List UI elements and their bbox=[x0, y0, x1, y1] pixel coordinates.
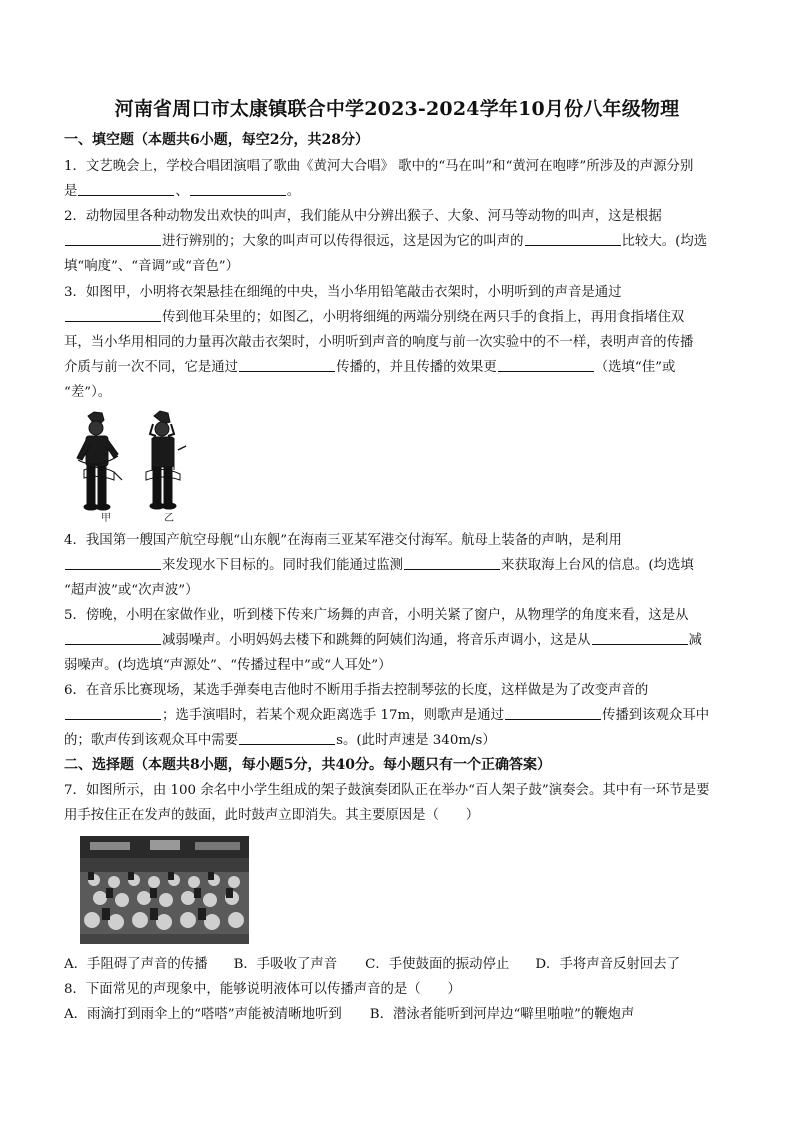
answer-blank[interactable] bbox=[78, 181, 174, 196]
option-a[interactable]: A．手阻碍了声音的传播 bbox=[64, 957, 208, 972]
answer-blank[interactable] bbox=[65, 307, 161, 322]
question-8-line-1: 8．下面常见的声现象中，能够说明液体可以传播声音的是（ ） bbox=[64, 982, 461, 997]
option-d[interactable]: D．手将声音反射回去了 bbox=[535, 957, 680, 972]
question-7-line-1: 7．如图所示，由 100 余名中小学生组成的架子鼓演奏团队正在举办“百人架子鼓”演奏会。其中有一环节是要 bbox=[64, 783, 710, 798]
question-2-line-2: 进行辨别的；大象的叫声可以传得很远，这是因为它的叫声的 比较大。(均选 bbox=[64, 229, 734, 254]
question-5-line-1: 5．傍晚，小明在家做作业，听到楼下传来广场舞的声音，小明关紧了窗户，从物理学的角度来看，这是从 bbox=[64, 608, 689, 623]
question-7-options bbox=[64, 952, 734, 977]
answer-blank[interactable] bbox=[505, 705, 601, 720]
option-c[interactable]: C．手使鼓面的振动停止 bbox=[365, 957, 510, 972]
question-2-line-1: 2．动物园里各种动物发出欢快的叫声，我们能从中分辨出猴子、大象、河马等动物的叫声，这是根据 bbox=[64, 209, 662, 224]
figure-yi-person bbox=[146, 411, 186, 509]
figure-label-jia: 甲 bbox=[101, 513, 111, 524]
question-6-line-3: 的；歌声传到该观众耳中需要 s。(此时声速是 340m/s） bbox=[64, 728, 734, 753]
answer-blank[interactable] bbox=[65, 630, 161, 645]
figure-label-yi: 乙 bbox=[164, 513, 174, 524]
figure-jia-person bbox=[77, 412, 122, 510]
answer-blank[interactable] bbox=[65, 555, 161, 570]
question-8-options bbox=[64, 1002, 734, 1027]
answer-blank[interactable] bbox=[239, 357, 335, 372]
hanger-experiment-illustration bbox=[74, 410, 204, 528]
answer-blank[interactable] bbox=[498, 357, 594, 372]
answer-blank[interactable] bbox=[239, 730, 335, 745]
question-1-line-2: 是 、 。 bbox=[64, 179, 734, 204]
question-6-line-2: ；选手演唱时，若某个观众距离选手 17m，则歌声是通过 传播到该观众耳中 bbox=[64, 703, 734, 728]
option-b[interactable]: B．手吸收了声音 bbox=[233, 957, 338, 972]
answer-blank[interactable] bbox=[404, 555, 500, 570]
section-heading-choice: 二、选择题（本题共8小题，每小题5分，共40分。每小题只有一个正确答案） bbox=[64, 757, 551, 773]
answer-blank[interactable] bbox=[592, 630, 688, 645]
question-2-line-3: 填“响度”、“音调”或“音色”） bbox=[64, 259, 239, 274]
hanger-experiment-figure bbox=[74, 410, 204, 528]
question-3-line-1: 3．如图甲，小明将衣架悬挂在细绳的中央，当小华用铅笔敲击衣架时，小明听到的声音是通过 bbox=[64, 285, 622, 300]
question-5-line-3: 弱噪声。(均选填“声源处”、“传播过程中”或“人耳处”） bbox=[64, 658, 392, 673]
question-6-line-1: 6．在音乐比赛现场，某选手弹奏电吉他时不断用手指去控制琴弦的长度，这样做是为了改变声音的 bbox=[64, 683, 649, 698]
answer-blank[interactable] bbox=[65, 705, 161, 720]
question-4-line-3: “超声波”或“次声波”） bbox=[64, 583, 199, 598]
question-4-line-2: 来发现水下目标的。同时我们能通过监测 来获取海上台风的信息。(均选填 bbox=[64, 553, 734, 578]
page-title: 河南省周口市太康镇联合中学2023-2024学年10月份八年级物理 bbox=[114, 98, 680, 120]
question-3-line-3: 耳，当小华用相同的力量再次敲击衣架时，小明听到声音的响度与前一次实验中的不一样，表明声音的传播 bbox=[64, 335, 694, 350]
option-a[interactable]: A．雨滴打到雨伞上的“嗒嗒”声能被清晰地听到 bbox=[64, 1007, 342, 1022]
question-3-line-4: 介质与前一次不同，它是通过 传播的，并且传播的效果更 （选填“佳”或 bbox=[64, 355, 734, 380]
question-5-line-2: 减弱噪声。小明妈妈去楼下和跳舞的阿姨们沟通，将音乐声调小，这是从 减 bbox=[64, 628, 734, 653]
option-b[interactable]: B．潜泳者能听到河岸边“噼里啪啦”的鞭炮声 bbox=[369, 1007, 635, 1022]
question-4-line-1: 4．我国第一艘国产航空母舰“山东舰”在海南三亚某军港交付海军。航母上装备的声呐，是利用 bbox=[64, 533, 622, 548]
answer-blank[interactable] bbox=[190, 181, 286, 196]
answer-blank[interactable] bbox=[525, 231, 621, 246]
answer-blank[interactable] bbox=[65, 231, 161, 246]
drum-performance-photo bbox=[80, 836, 249, 944]
question-3-line-2: 传到他耳朵里的；如图乙，小明将细绳的两端分别绕在两只手的食指上，再用食指堵住双 bbox=[64, 305, 734, 330]
question-3-line-5: “差”）。 bbox=[64, 385, 112, 400]
section-heading-fill-in: 一、填空题（本题共6小题，每空2分，共28分） bbox=[64, 132, 369, 148]
question-1-line-1: 1．文艺晚会上，学校合唱团演唱了歌曲《黄河大合唱》 歌中的“马在叫”和“黄河在咆哮”所涉及的声源分别 bbox=[64, 159, 694, 174]
question-7-line-2: 用手按住正在发声的鼓面，此时鼓声立即消失。其主要原因是（ ） bbox=[64, 808, 480, 823]
drum-performance-image bbox=[80, 836, 249, 944]
